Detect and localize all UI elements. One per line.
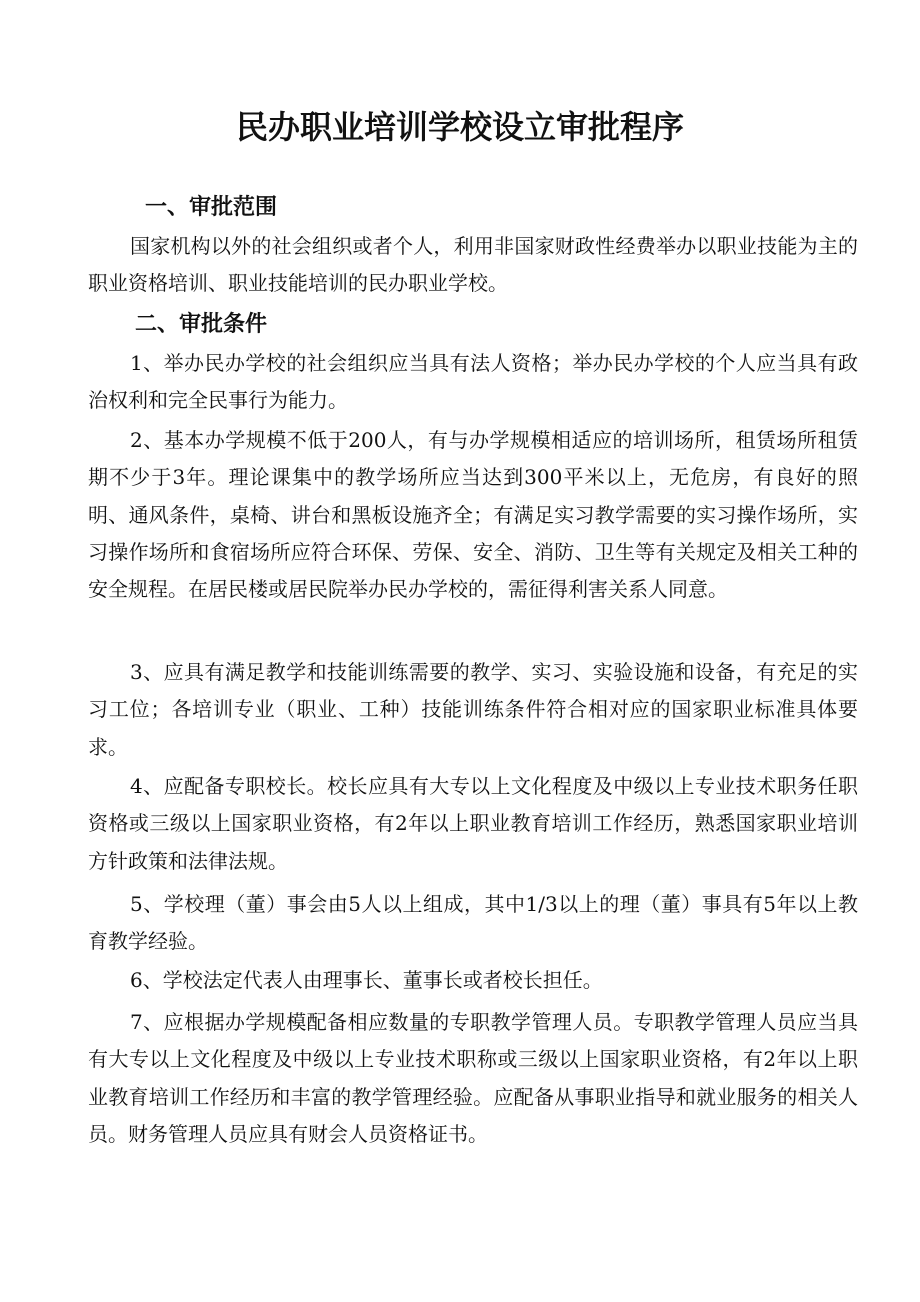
condition-paragraph-3: 3、应具有满足教学和技能训练需要的教学、实习、实验设施和设备，有充足的实习工位；各培训专业（职业、工种）技能训练条件符合相对应的国家职业标准具体要求。 (88, 660, 858, 759)
condition-paragraph-5: 5、学校理（董）事会由5人以上组成，其中1/3以上的理（董）事具有5年以上教育教学经验。 (88, 892, 858, 954)
condition-paragraph-7: 7、应根据办学规模配备相应数量的专职教学管理人员。专职教学管理人员应当具有大专以上文化程度及中级以上专业技术职称或三级以上国家职业资格，有2年以上职业教育培训工作经历和丰富的教学管理经验。应配备从事职业指导和就业服务的相关人员。财务管理人员应具有财会人员资格证书。 (88, 1010, 858, 1146)
condition-paragraph-4: 4、应配备专职校长。校长应具有大专以上文化程度及中级以上专业技术职务任职资格或三级以上国家职业资格，有2年以上职业教育培训工作经历，熟悉国家职业培训方针政策和法律法规。 (88, 774, 858, 873)
condition-paragraph-2: 2、基本办学规模不低于200人，有与办学规模相适应的培训场所，租赁场所租赁期不少于3年。理论课集中的教学场所应当达到300平米以上，无危房，有良好的照明、通风条件，桌椅、讲台和黑板设施齐全；有满足实习教学需要的实习操作场所，实习操作场所和食宿场所应符合环保、劳保、安全、消防、卫生等有关规定及相关工种的安全规程。在居民楼或居民院举办民办学校的，需征得利害关系人同意。 (88, 428, 858, 602)
section-heading-scope: 一、审批范围 (145, 195, 278, 220)
document-title: 民办职业培训学校设立审批程序 (235, 108, 684, 146)
scope-paragraph: 国家机构以外的社会组织或者个人，利用非国家财政性经费举办以职业技能为主的职业资格培训、职业技能培训的民办职业学校。 (88, 234, 858, 296)
section-heading-conditions: 二、审批条件 (135, 312, 268, 337)
condition-paragraph-1: 1、举办民办学校的社会组织应当具有法人资格；举办民办学校的个人应当具有政治权利和完全民事行为能力。 (88, 351, 858, 413)
condition-paragraph-6: 6、学校法定代表人由理事长、董事长或者校长担任。 (130, 968, 603, 992)
